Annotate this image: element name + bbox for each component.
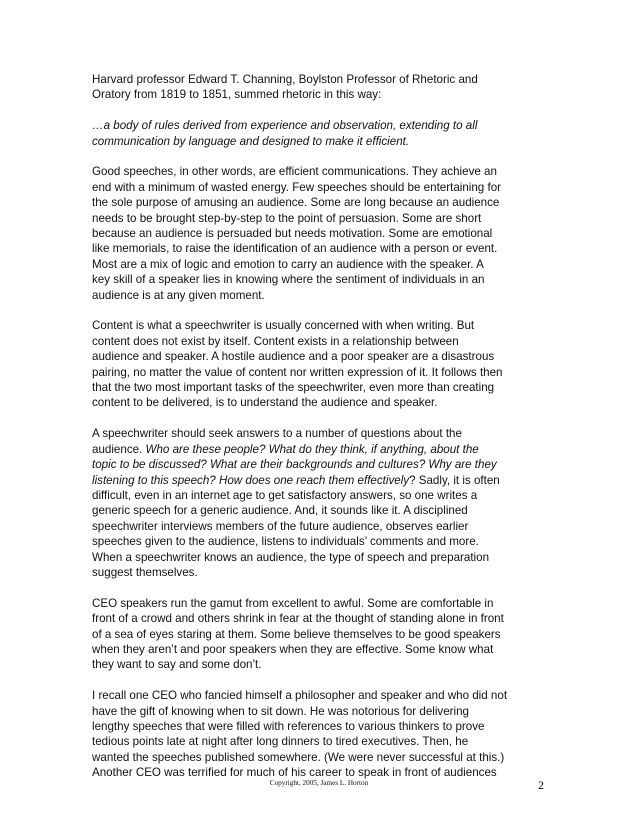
- questions-intro-text: A speechwriter should seek answers to a number of questions about the audience.: [92, 427, 462, 456]
- footer-copyright: Copyright, 2005, James L. Horton: [269, 779, 369, 787]
- paragraph-content: Content is what a speechwriter is usually concerned with when writing. But content does not exist by itself. Content exists in a relationship between audience and speaker. A hostile audience and a poor speaker are a disastrous pairing, no matter the value of content nor written expression of it. It follows then that the two most important tasks of the speechwriter, even more than creating content to be delivered, is to understand the audience and speaker.: [92, 319, 503, 410]
- paragraph-good-speeches: Good speeches, in other words, are efficient communications. They achieve an end with a minimum of wasted energy. Few speeches should be entertaining for the sole purpose of amusing an audience. Some are long because an audience needs to be brought step-by-step to the point of persuasion. Some are short because an audience is persuaded but needs motivation. Some are emotional like memorials, to raise the identification of an audience with a person or event. Most are a mix of logic and emotion to carry an audience with the speaker. A key skill of a speaker lies in knowing where the sentiment of individuals in an audience is at any given moment.: [92, 165, 502, 302]
- paragraph-quote: …a body of rules derived from experience and observation, extending to all communication by language and designed to make it efficient.: [92, 119, 478, 148]
- questions-italic-text: Who are these people? What do they think, if anything, about the topic to be discussed? What are their backgrounds and cultures? Why are they listening to this speech? How does one reach them effectively: [92, 442, 497, 487]
- paragraph-channing: Harvard professor Edward T. Channing, Boylston Professor of Rhetoric and Oratory from 1819 to 1851, summed rhetoric in this way:: [92, 73, 478, 102]
- paragraph-ceo-speakers: CEO speakers run the gamut from excellent to awful. Some are comfortable in front of a crowd and others shrink in fear at the thought of standing alone in front of a sea of eyes staring at them. Some believe themselves to be good speakers when they aren’t and poor speakers when they are effective. Some know what they want to say and some don’t.: [92, 596, 504, 672]
- questions-closing-text: ? Sadly, it is often difficult, even in an internet age to get satisfactory answers, so one writes a generic speech for a generic audience. And, it sounds like it. A disciplined speechwriter interviews members of the future audience, observes earlier speeches given to the audience, listens to individuals’ comments and more. When a speechwriter knows an audience, the type of speech and preparation suggest themselves.: [92, 473, 500, 579]
- page-number: 2: [538, 778, 544, 792]
- document-body: [92, 72, 548, 796]
- paragraph-questions: [92, 426, 548, 580]
- paragraph-recall: I recall one CEO who fancied himself a philosopher and speaker and who did not have the gift of knowing when to sit down. He was notorious for delivering lengthy speeches that were filled with references to various thinkers to prove tedious points late at night after long dinners to tired executives. Then, he wanted the speeches published somewhere. (We were never successful at this.) Another CEO was terrified for much of his career to speak in front of audiences: [92, 689, 508, 780]
